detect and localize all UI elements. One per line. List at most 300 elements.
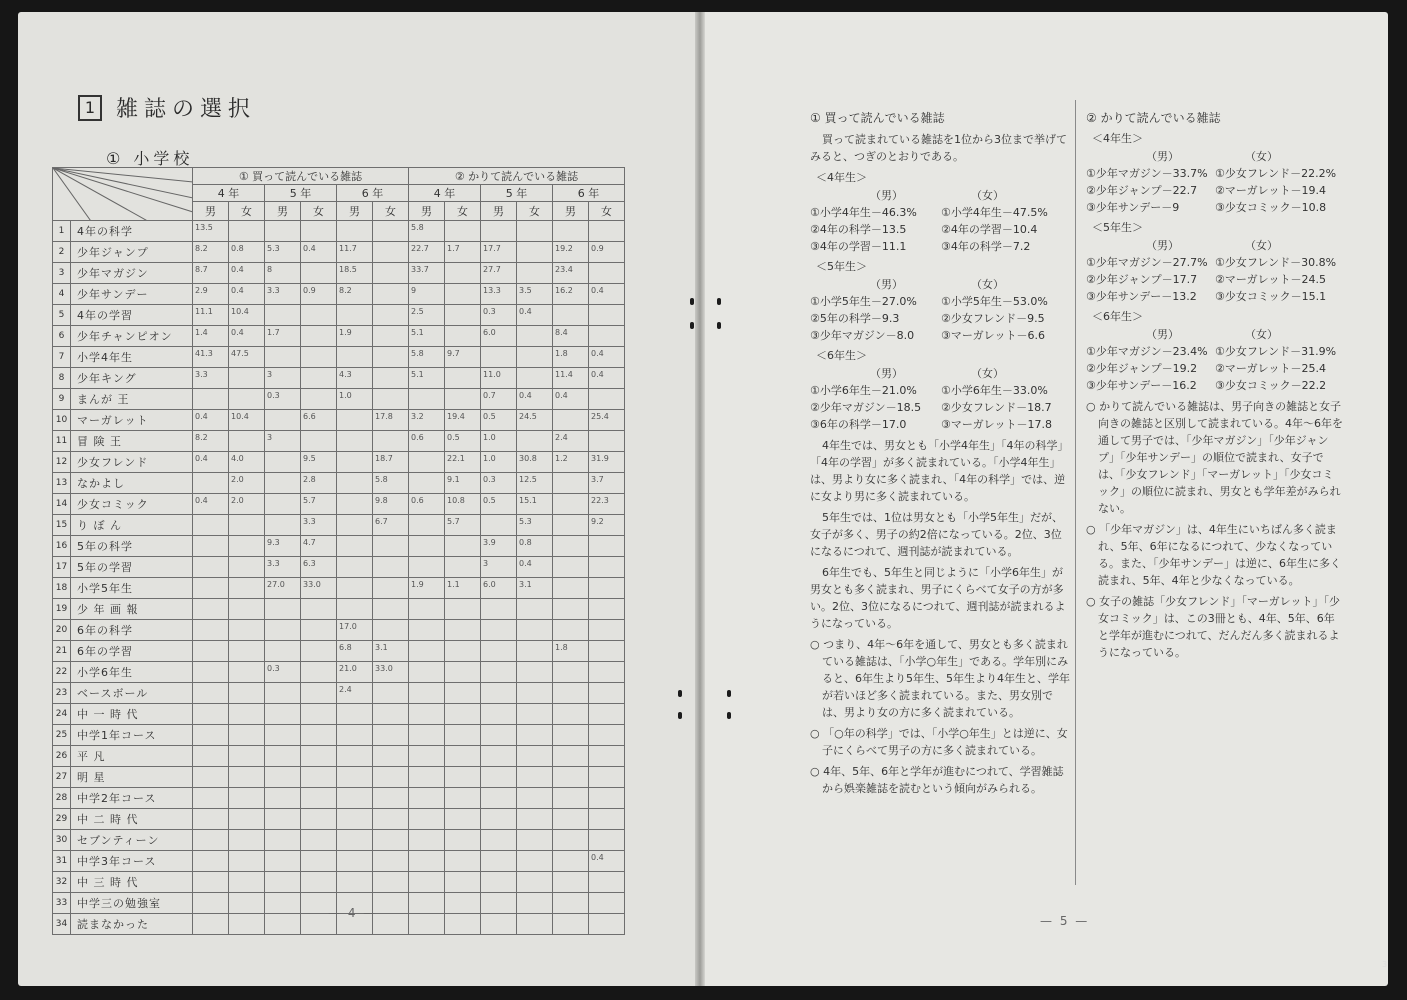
percent-cell: 21.0 bbox=[337, 662, 373, 683]
percent-cell: 31.9 bbox=[589, 452, 625, 473]
percent-cell: 5.3 bbox=[265, 242, 301, 263]
percent-cell bbox=[517, 683, 553, 704]
percent-cell: 6.0 bbox=[481, 578, 517, 599]
ranking-row bbox=[1086, 254, 1344, 271]
percent-cell: 9.5 bbox=[301, 452, 337, 473]
female-rank-item: ①少女フレンド－30.8% bbox=[1215, 256, 1337, 269]
percent-cell bbox=[193, 725, 229, 746]
percent-cell bbox=[193, 746, 229, 767]
percent-cell bbox=[409, 851, 445, 872]
male-label: （男） bbox=[1146, 150, 1179, 163]
percent-cell bbox=[445, 536, 481, 557]
percent-cell bbox=[481, 746, 517, 767]
percent-cell bbox=[589, 788, 625, 809]
percent-cell: 9.7 bbox=[445, 347, 481, 368]
percent-cell: 0.3 bbox=[265, 389, 301, 410]
percent-cell: 33.7 bbox=[409, 263, 445, 284]
magazine-name: ベースボール bbox=[71, 683, 193, 704]
row-number: 19 bbox=[53, 599, 71, 620]
percent-cell bbox=[517, 662, 553, 683]
percent-cell: 0.4 bbox=[193, 410, 229, 431]
magazine-name: 6年の学習 bbox=[71, 641, 193, 662]
percent-cell: 27.0 bbox=[265, 578, 301, 599]
percent-cell bbox=[553, 893, 589, 914]
percent-cell bbox=[409, 809, 445, 830]
grade-label: ＜5年生＞ bbox=[1092, 221, 1143, 234]
percent-cell bbox=[337, 725, 373, 746]
percent-cell bbox=[445, 725, 481, 746]
percent-cell bbox=[229, 914, 265, 935]
percent-cell: 1.7 bbox=[445, 242, 481, 263]
percent-cell bbox=[517, 599, 553, 620]
percent-cell bbox=[373, 578, 409, 599]
percent-cell bbox=[373, 431, 409, 452]
male-rank-item: ②5年の科学－9.3 bbox=[810, 312, 900, 325]
magazine-name: 5年の学習 bbox=[71, 557, 193, 578]
percent-cell bbox=[337, 473, 373, 494]
percent-cell bbox=[589, 830, 625, 851]
percent-cell bbox=[265, 767, 301, 788]
female-rank-item: ②マーガレット－24.5 bbox=[1215, 273, 1327, 286]
percent-cell bbox=[337, 809, 373, 830]
paragraph-grade5: 5年生では、1位は男女とも「小学5年生」だが、女子が多く、男子の約2倍になっている。2位、3位になるにつれて、週刊誌が読まれている。 bbox=[810, 511, 1063, 558]
percent-cell bbox=[445, 683, 481, 704]
female-header: 女 bbox=[589, 202, 625, 221]
row-number: 27 bbox=[53, 767, 71, 788]
percent-cell bbox=[229, 578, 265, 599]
male-rank-item: ②4年の科学－13.5 bbox=[810, 223, 907, 236]
percent-cell bbox=[481, 347, 517, 368]
male-rank-item: ①小学4年生－46.3% bbox=[810, 206, 917, 219]
row-number: 4 bbox=[53, 284, 71, 305]
male-header: 男 bbox=[193, 202, 229, 221]
percent-cell bbox=[229, 809, 265, 830]
percent-cell: 4.7 bbox=[301, 536, 337, 557]
row-number: 1 bbox=[53, 221, 71, 242]
header-group-bought: ① 買って読んでいる雑誌 bbox=[193, 168, 409, 185]
magazine-name: 平 凡 bbox=[71, 746, 193, 767]
percent-cell bbox=[265, 851, 301, 872]
row-number: 22 bbox=[53, 662, 71, 683]
magazine-name: 少年チャンピオン bbox=[71, 326, 193, 347]
row-number: 18 bbox=[53, 578, 71, 599]
ranking-row bbox=[1086, 199, 1344, 216]
percent-cell bbox=[589, 872, 625, 893]
ranking-row bbox=[810, 221, 1072, 238]
percent-cell: 2.8 bbox=[301, 473, 337, 494]
magazine-name: 読まなかった bbox=[71, 914, 193, 935]
ranking-row bbox=[1086, 165, 1344, 182]
row-number: 21 bbox=[53, 641, 71, 662]
percent-cell bbox=[337, 305, 373, 326]
percent-cell: 6.0 bbox=[481, 326, 517, 347]
percent-cell bbox=[373, 914, 409, 935]
percent-cell bbox=[373, 851, 409, 872]
percent-cell: 10.4 bbox=[229, 410, 265, 431]
page-number-left: — 4 — bbox=[328, 906, 378, 920]
percent-cell: 0.8 bbox=[517, 536, 553, 557]
row-number: 28 bbox=[53, 788, 71, 809]
percent-cell bbox=[373, 389, 409, 410]
percent-cell bbox=[553, 620, 589, 641]
female-label: （女） bbox=[971, 278, 1004, 291]
male-rank-item: ③少年サンデー－9 bbox=[1086, 201, 1180, 214]
percent-cell: 8.7 bbox=[193, 263, 229, 284]
magazine-name: 小学6年生 bbox=[71, 662, 193, 683]
female-rank-item: ①小学4年生－47.5% bbox=[941, 206, 1048, 219]
staple-hole bbox=[727, 690, 731, 697]
percent-cell bbox=[337, 578, 373, 599]
percent-cell: 0.4 bbox=[517, 389, 553, 410]
table-row bbox=[53, 221, 625, 242]
percent-cell bbox=[301, 347, 337, 368]
percent-cell bbox=[373, 599, 409, 620]
percent-cell bbox=[373, 347, 409, 368]
percent-cell bbox=[265, 515, 301, 536]
magazine-name: 中 二 時 代 bbox=[71, 809, 193, 830]
table-row bbox=[53, 431, 625, 452]
percent-cell: 5.1 bbox=[409, 326, 445, 347]
percent-cell: 22.3 bbox=[589, 494, 625, 515]
male-header: 男 bbox=[265, 202, 301, 221]
corner-diagonal-lines bbox=[53, 168, 193, 221]
percent-cell bbox=[409, 893, 445, 914]
grade-label: ＜6年生＞ bbox=[1092, 310, 1143, 323]
percent-cell: 12.5 bbox=[517, 473, 553, 494]
percent-cell bbox=[481, 620, 517, 641]
percent-cell: 5.7 bbox=[445, 515, 481, 536]
percent-cell bbox=[517, 872, 553, 893]
percent-cell: 1.2 bbox=[553, 452, 589, 473]
percent-cell bbox=[517, 221, 553, 242]
percent-cell bbox=[517, 242, 553, 263]
percent-cell bbox=[229, 515, 265, 536]
gender-header-row bbox=[810, 187, 1072, 204]
percent-cell bbox=[409, 872, 445, 893]
percent-cell bbox=[229, 536, 265, 557]
bought-column bbox=[810, 110, 1072, 801]
borrowed-rankings bbox=[1086, 130, 1344, 394]
percent-cell: 47.5 bbox=[229, 347, 265, 368]
percent-cell bbox=[193, 389, 229, 410]
percent-cell bbox=[589, 536, 625, 557]
magazine-name: 中 一 時 代 bbox=[71, 704, 193, 725]
percent-cell: 3 bbox=[265, 368, 301, 389]
female-header: 女 bbox=[301, 202, 337, 221]
percent-cell bbox=[409, 704, 445, 725]
female-rank-item: ②少女フレンド－9.5 bbox=[941, 312, 1045, 325]
percent-cell: 0.4 bbox=[229, 326, 265, 347]
table-row bbox=[53, 746, 625, 767]
page-number-right: — 5 — bbox=[1040, 914, 1090, 928]
table-row bbox=[53, 830, 625, 851]
bought-column-title: ① 買って読んでいる雑誌 bbox=[810, 111, 945, 125]
percent-cell: 11.1 bbox=[193, 305, 229, 326]
percent-cell: 1.7 bbox=[265, 326, 301, 347]
percent-cell: 0.4 bbox=[553, 389, 589, 410]
percent-cell bbox=[445, 662, 481, 683]
percent-cell bbox=[301, 326, 337, 347]
percent-cell bbox=[517, 767, 553, 788]
percent-cell: 8.4 bbox=[553, 326, 589, 347]
percent-cell: 1.0 bbox=[481, 452, 517, 473]
percent-cell: 1.8 bbox=[553, 641, 589, 662]
percent-cell bbox=[409, 788, 445, 809]
table-row bbox=[53, 389, 625, 410]
row-number: 29 bbox=[53, 809, 71, 830]
percent-cell: 2.0 bbox=[229, 494, 265, 515]
ranking-row bbox=[810, 382, 1072, 399]
percent-cell bbox=[409, 452, 445, 473]
percent-cell bbox=[481, 788, 517, 809]
percent-cell: 33.0 bbox=[301, 578, 337, 599]
percent-cell: 24.5 bbox=[517, 410, 553, 431]
percent-cell bbox=[553, 494, 589, 515]
percent-cell bbox=[553, 830, 589, 851]
percent-cell: 0.4 bbox=[229, 284, 265, 305]
percent-cell bbox=[229, 767, 265, 788]
table-row bbox=[53, 704, 625, 725]
percent-cell: 0.4 bbox=[517, 557, 553, 578]
row-number: 24 bbox=[53, 704, 71, 725]
percent-cell bbox=[301, 368, 337, 389]
percent-cell: 0.5 bbox=[481, 410, 517, 431]
percent-cell: 17.0 bbox=[337, 620, 373, 641]
table-row bbox=[53, 683, 625, 704]
percent-cell: 2.0 bbox=[229, 473, 265, 494]
male-rank-item: ②少年ジャンプ－22.7 bbox=[1086, 184, 1198, 197]
table-row bbox=[53, 851, 625, 872]
percent-cell bbox=[553, 767, 589, 788]
percent-cell bbox=[301, 872, 337, 893]
row-number: 8 bbox=[53, 368, 71, 389]
percent-cell: 9 bbox=[409, 284, 445, 305]
percent-cell bbox=[481, 641, 517, 662]
row-number: 14 bbox=[53, 494, 71, 515]
percent-cell bbox=[265, 410, 301, 431]
staple-hole bbox=[727, 712, 731, 719]
percent-cell: 33.0 bbox=[373, 662, 409, 683]
table-row bbox=[53, 662, 625, 683]
percent-cell bbox=[229, 725, 265, 746]
percent-cell: 3.1 bbox=[517, 578, 553, 599]
grade-header: 4 年 bbox=[193, 185, 265, 202]
percent-cell bbox=[517, 641, 553, 662]
percent-cell: 8.2 bbox=[337, 284, 373, 305]
magazine-name: 少年マガジン bbox=[71, 263, 193, 284]
percent-cell: 0.6 bbox=[409, 431, 445, 452]
table-row bbox=[53, 305, 625, 326]
edge-mark: 3 bbox=[1382, 960, 1388, 969]
percent-cell: 3.3 bbox=[265, 557, 301, 578]
row-number: 6 bbox=[53, 326, 71, 347]
percent-cell bbox=[193, 872, 229, 893]
percent-cell bbox=[553, 662, 589, 683]
percent-cell bbox=[553, 557, 589, 578]
percent-cell bbox=[589, 893, 625, 914]
percent-cell: 5.7 bbox=[301, 494, 337, 515]
percent-cell bbox=[373, 221, 409, 242]
female-rank-item: ①少女フレンド－31.9% bbox=[1215, 345, 1337, 358]
female-label: （女） bbox=[1245, 328, 1278, 341]
percent-cell: 9.1 bbox=[445, 473, 481, 494]
table-row bbox=[53, 368, 625, 389]
percent-cell bbox=[373, 242, 409, 263]
percent-cell: 0.5 bbox=[481, 494, 517, 515]
grade-label: ＜4年生＞ bbox=[816, 171, 867, 184]
percent-cell bbox=[229, 683, 265, 704]
percent-cell: 6.6 bbox=[301, 410, 337, 431]
gender-header-row bbox=[810, 365, 1072, 382]
percent-cell bbox=[445, 221, 481, 242]
percent-cell bbox=[553, 746, 589, 767]
magazine-name: 4年の学習 bbox=[71, 305, 193, 326]
percent-cell: 5.8 bbox=[409, 221, 445, 242]
percent-cell: 0.9 bbox=[589, 242, 625, 263]
male-rank-item: ①小学6年生－21.0% bbox=[810, 384, 917, 397]
percent-cell: 0.4 bbox=[301, 242, 337, 263]
percent-cell bbox=[517, 620, 553, 641]
percent-cell bbox=[553, 725, 589, 746]
table-row bbox=[53, 599, 625, 620]
percent-cell: 5.8 bbox=[409, 347, 445, 368]
subsection-title: ① 小学校 bbox=[106, 149, 194, 168]
percent-cell: 0.8 bbox=[229, 242, 265, 263]
row-number: 25 bbox=[53, 725, 71, 746]
male-label: （男） bbox=[1146, 328, 1179, 341]
percent-cell bbox=[589, 221, 625, 242]
percent-cell bbox=[193, 599, 229, 620]
percent-cell: 1.8 bbox=[553, 347, 589, 368]
percent-cell bbox=[373, 368, 409, 389]
percent-cell: 0.4 bbox=[589, 347, 625, 368]
percent-cell bbox=[193, 767, 229, 788]
percent-cell: 9.8 bbox=[373, 494, 409, 515]
ranking-row bbox=[1086, 377, 1344, 394]
percent-cell: 0.6 bbox=[409, 494, 445, 515]
percent-cell bbox=[193, 704, 229, 725]
percent-cell: 15.1 bbox=[517, 494, 553, 515]
percent-cell bbox=[301, 725, 337, 746]
percent-cell: 4.0 bbox=[229, 452, 265, 473]
header-group-borrowed: ② かりて読んでいる雑誌 bbox=[409, 168, 625, 185]
percent-cell bbox=[229, 788, 265, 809]
percent-cell: 23.4 bbox=[553, 263, 589, 284]
percent-cell: 3 bbox=[265, 431, 301, 452]
percent-cell: 5.1 bbox=[409, 368, 445, 389]
percent-cell: 4.3 bbox=[337, 368, 373, 389]
bought-intro: 買って読まれている雑誌を1位から3位まで挙げてみると、つぎのとおりである。 bbox=[810, 133, 1067, 163]
table-row bbox=[53, 410, 625, 431]
percent-cell bbox=[553, 221, 589, 242]
female-rank-item: ②マーガレット－25.4 bbox=[1215, 362, 1327, 375]
percent-cell bbox=[193, 893, 229, 914]
note-1: ○ つまり、4年～6年を通して、男女とも多く読まれている雑誌は、「小学○年生」である。学年別にみると、6年生より5年生、5年生より4年生と、学年が若いほど多く読まれている。また、男女別では、男より女の方に多く読まれている。 bbox=[810, 638, 1070, 719]
percent-cell bbox=[409, 767, 445, 788]
male-label: （男） bbox=[870, 278, 903, 291]
percent-cell: 0.4 bbox=[589, 368, 625, 389]
percent-cell bbox=[373, 263, 409, 284]
staple-hole bbox=[690, 322, 694, 329]
ranking-row bbox=[810, 327, 1072, 344]
percent-cell bbox=[265, 746, 301, 767]
table-row bbox=[53, 872, 625, 893]
magazine-name: 冒 険 王 bbox=[71, 431, 193, 452]
row-number: 31 bbox=[53, 851, 71, 872]
percent-cell bbox=[589, 578, 625, 599]
female-rank-item: ①小学5年生－53.0% bbox=[941, 295, 1048, 308]
percent-cell: 3.3 bbox=[193, 368, 229, 389]
percent-cell bbox=[337, 515, 373, 536]
percent-cell bbox=[373, 620, 409, 641]
percent-cell bbox=[481, 725, 517, 746]
row-number: 11 bbox=[53, 431, 71, 452]
percent-cell bbox=[481, 830, 517, 851]
male-header: 男 bbox=[481, 202, 517, 221]
percent-cell bbox=[589, 683, 625, 704]
percent-cell bbox=[265, 347, 301, 368]
percent-cell bbox=[517, 431, 553, 452]
magazine-name: 中学2年コース bbox=[71, 788, 193, 809]
female-rank-item: ③マーガレット－17.8 bbox=[941, 418, 1053, 431]
row-number: 16 bbox=[53, 536, 71, 557]
ranking-row bbox=[810, 293, 1072, 310]
staple-hole bbox=[717, 298, 721, 305]
percent-cell: 3.7 bbox=[589, 473, 625, 494]
percent-cell bbox=[481, 893, 517, 914]
percent-cell bbox=[445, 788, 481, 809]
percent-cell bbox=[445, 704, 481, 725]
percent-cell bbox=[229, 662, 265, 683]
percent-cell bbox=[301, 599, 337, 620]
table-row bbox=[53, 263, 625, 284]
percent-cell: 3.9 bbox=[481, 536, 517, 557]
percent-cell bbox=[337, 557, 373, 578]
percent-cell bbox=[517, 893, 553, 914]
ranking-row bbox=[810, 416, 1072, 433]
percent-cell bbox=[589, 767, 625, 788]
percent-cell bbox=[409, 536, 445, 557]
percent-cell bbox=[553, 473, 589, 494]
percent-cell bbox=[517, 809, 553, 830]
grade-header: 5 年 bbox=[265, 185, 337, 202]
percent-cell: 0.9 bbox=[301, 284, 337, 305]
borrowed-column-title: ② かりて読んでいる雑誌 bbox=[1086, 111, 1221, 125]
row-number: 12 bbox=[53, 452, 71, 473]
percent-cell bbox=[445, 368, 481, 389]
percent-cell bbox=[517, 326, 553, 347]
percent-cell bbox=[589, 704, 625, 725]
percent-cell bbox=[517, 725, 553, 746]
female-rank-item: ③4年の科学－7.2 bbox=[941, 240, 1031, 253]
paragraph-grade6: 6年生でも、5年生と同じように「小学6年生」が男女とも多く読まれ、男子にくらべて女子の方が多い。2位、3位になるにつれて、週刊誌が読まれるようになっている。 bbox=[810, 566, 1066, 630]
bought-rankings bbox=[810, 169, 1072, 433]
percent-cell bbox=[337, 347, 373, 368]
percent-cell bbox=[553, 914, 589, 935]
percent-cell bbox=[553, 704, 589, 725]
percent-cell bbox=[301, 263, 337, 284]
row-number: 7 bbox=[53, 347, 71, 368]
male-header: 男 bbox=[409, 202, 445, 221]
male-label: （男） bbox=[870, 367, 903, 380]
percent-cell bbox=[301, 389, 337, 410]
ranking-row bbox=[810, 204, 1072, 221]
percent-cell bbox=[445, 641, 481, 662]
ranking-row bbox=[1086, 343, 1344, 360]
percent-cell bbox=[301, 767, 337, 788]
paragraph-grade4: 4年生では、男女とも「小学4年生」「4年の科学」「4年の学習」が多く読まれている。「小学4年生」は、男より女に多く読まれ、「4年の科学」では、逆に女より男に多く読まれている。 bbox=[810, 439, 1069, 503]
male-rank-item: ①小学5年生－27.0% bbox=[810, 295, 917, 308]
